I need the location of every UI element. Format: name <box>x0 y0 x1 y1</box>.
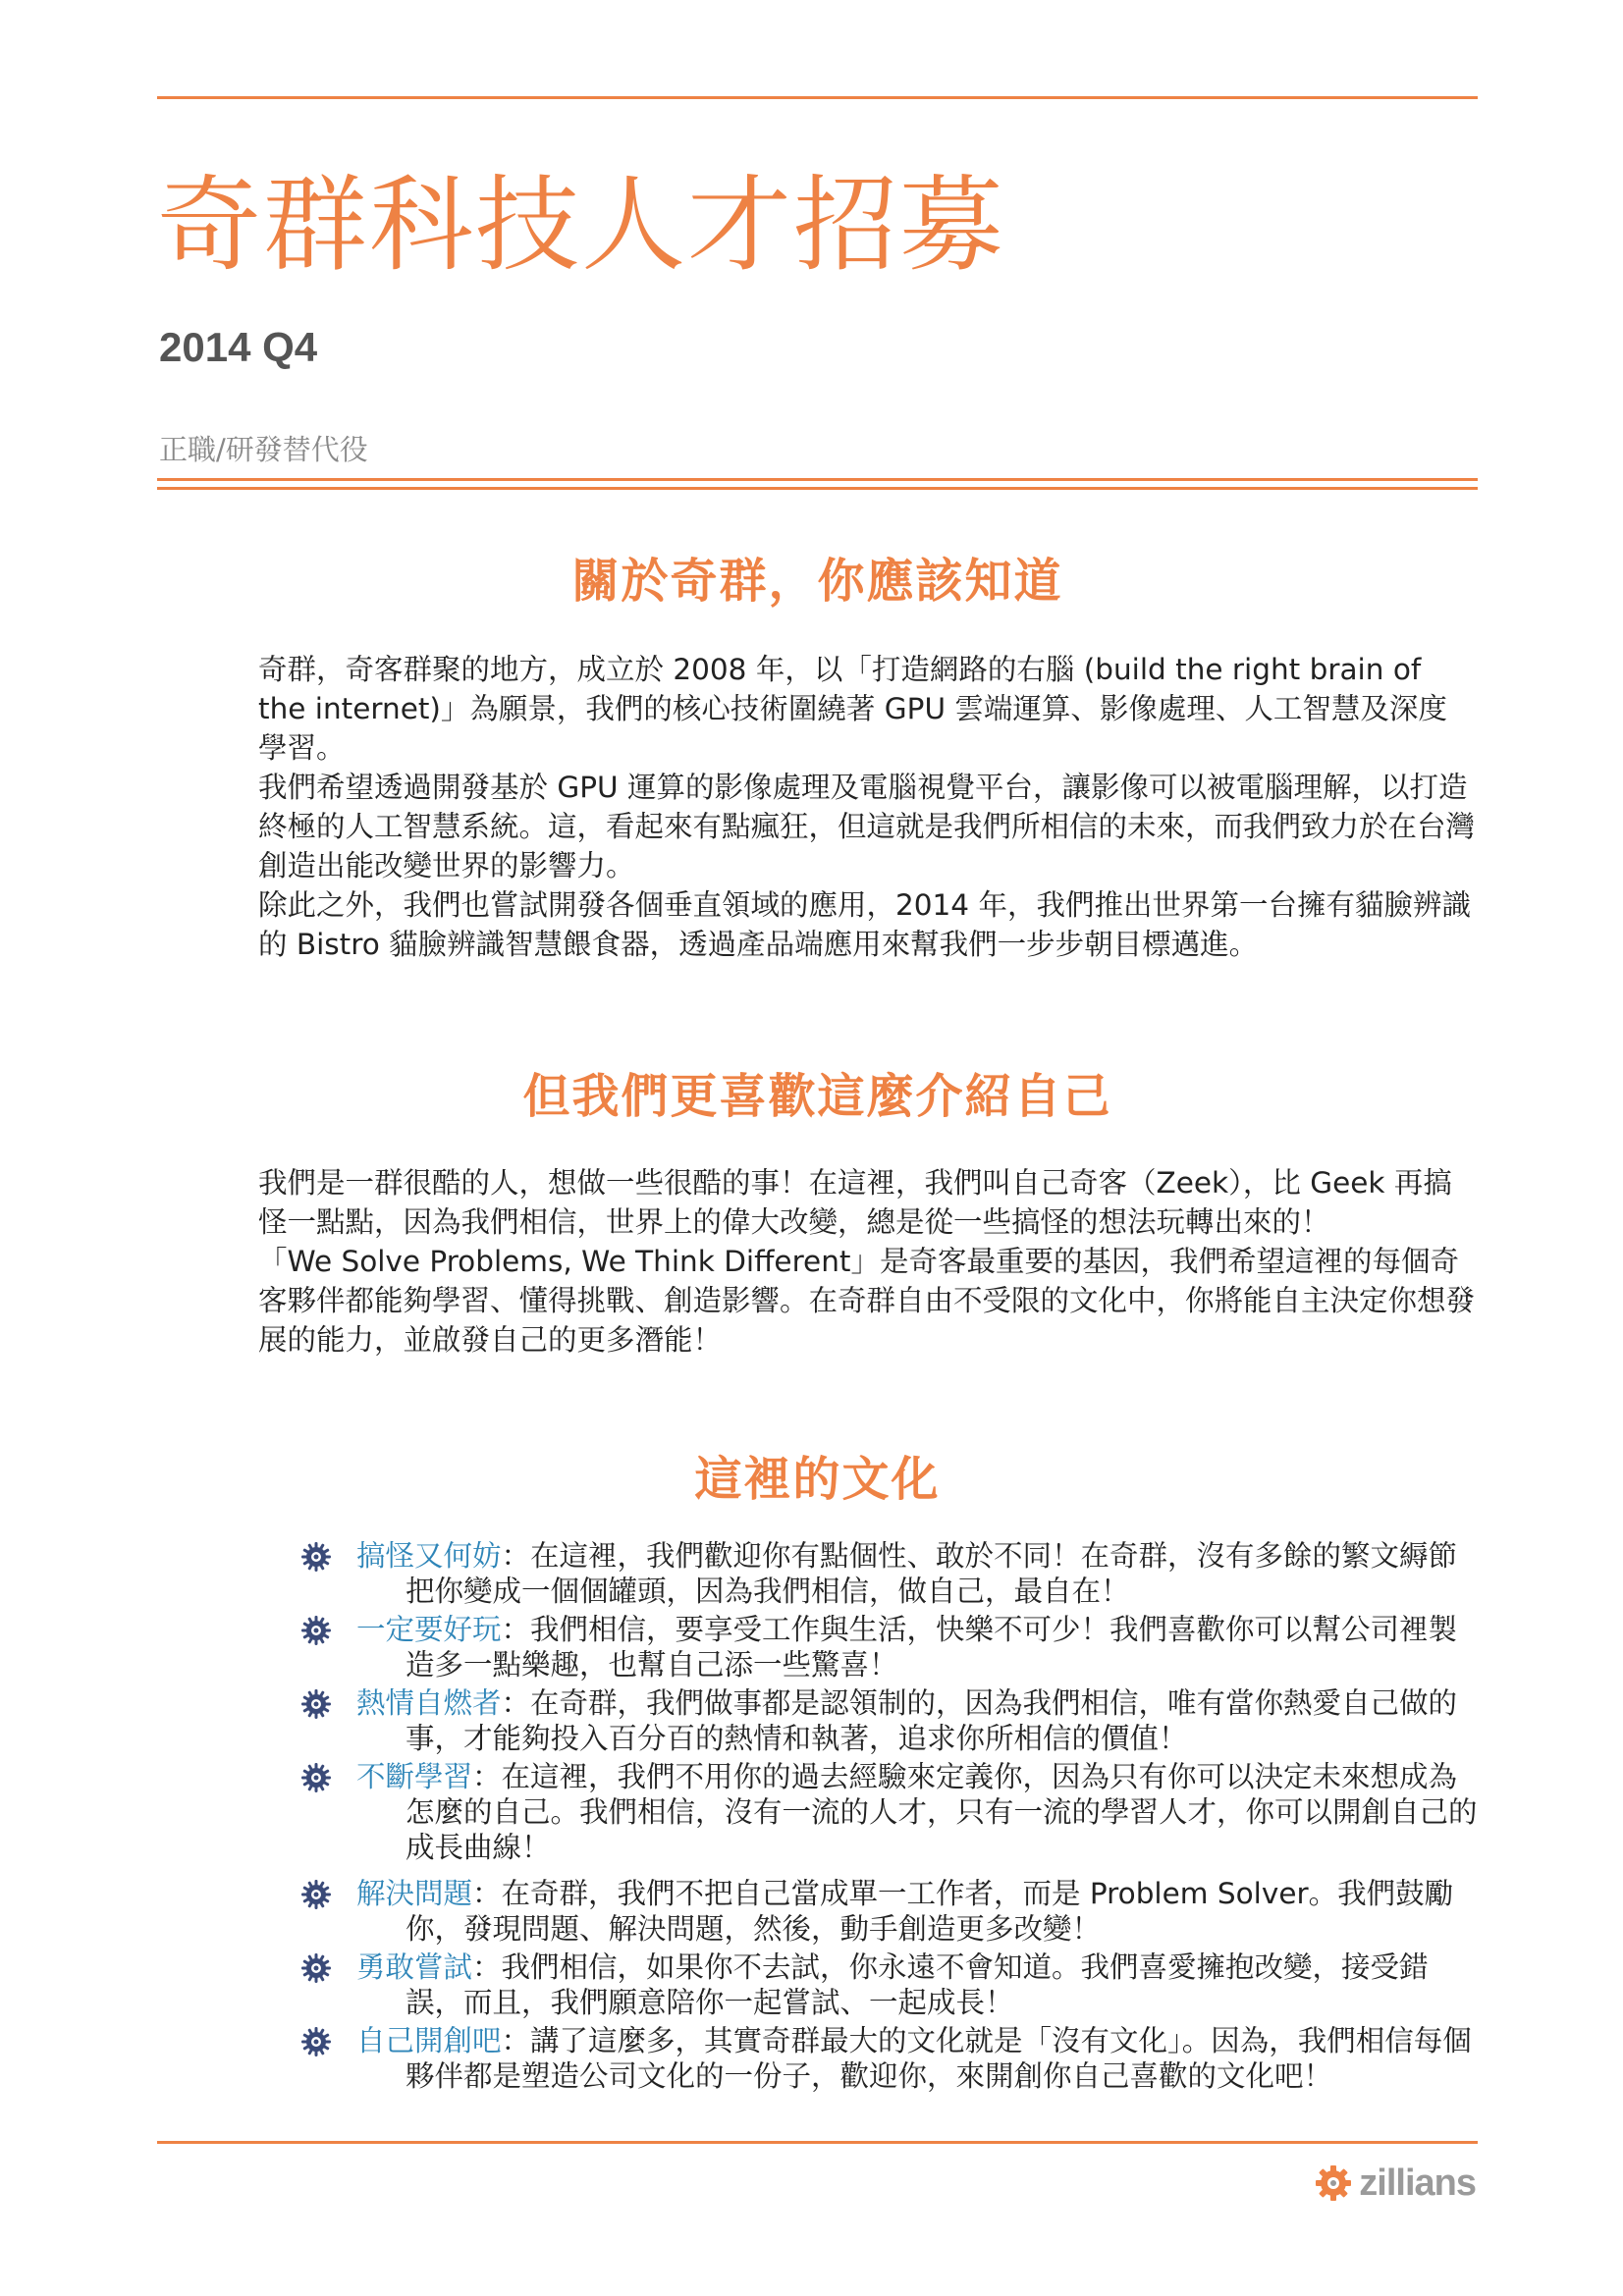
culture-term: 一定要好玩 <box>356 1613 502 1646</box>
culture-term: 自己開創吧 <box>356 2024 502 2057</box>
term-separator: ： <box>472 1950 502 1984</box>
culture-item <box>299 1612 1478 1682</box>
term-separator: ： <box>501 1539 531 1573</box>
culture-term: 解決問題 <box>356 1877 473 1910</box>
top-divider <box>157 96 1478 99</box>
logo-wordmark: zillians <box>1359 2162 1476 2204</box>
culture-desc: 在這裡，我們歡迎你有點個性、敢於不同！在奇群，沒有多餘的繁文縟節把你變成一個個罐頭，因為我們相信，做自己，最自在！ <box>406 1539 1458 1608</box>
culture-term: 搞怪又何妨 <box>356 1539 502 1573</box>
gear-bullet-icon <box>299 1878 333 1911</box>
about-paragraph: 我們希望透過開發基於 GPU 運算的影像處理及電腦視覺平台，讓影像可以被電腦理解，以打造終極的人工智慧系統。這，看起來有點瘋狂，但這就是我們所相信的未來，而我們致力於在台灣創造出能改變世界的影響力。 <box>258 771 1476 882</box>
culture-item <box>299 1538 1478 1609</box>
culture-list <box>299 1538 1478 2097</box>
gear-logo-icon <box>1312 2162 1355 2205</box>
culture-term: 熱情自燃者 <box>356 1686 502 1720</box>
about-heading: 關於奇群，你應該知道 <box>571 554 1063 609</box>
term-separator: ： <box>501 2024 531 2057</box>
culture-item <box>299 1949 1478 2020</box>
culture-desc: 在奇群，我們不把自己當成單一工作者，而是 Problem Solver。我們鼓勵你，發現問題、解決問題，然後，動手創造更多改變！ <box>406 1877 1454 1946</box>
culture-item <box>299 2023 1478 2094</box>
intro-section <box>258 1163 1476 1360</box>
term-separator: ： <box>501 1686 531 1720</box>
intro-paragraph: 「We Solve Problems, We Think Different」是奇客最重要的基因，我們希望這裡的每個奇客夥伴都能夠學習、懂得挑戰、創造影響。在奇群自由不受限的文化中，你將能自主決定你想發展的能力，並啟發自己的更多潛能！ <box>258 1245 1476 1357</box>
term-separator: ： <box>472 1760 502 1793</box>
gear-bullet-icon <box>299 1614 333 1647</box>
gear-bullet-icon <box>299 1761 333 1794</box>
intro-heading: 但我們更喜歡這麼介紹自己 <box>522 1069 1112 1124</box>
culture-desc: 講了這麼多，其實奇群最大的文化就是「沒有文化」。因為，我們相信每個夥伴都是塑造公司文化的一份子，歡迎你，來開創你自己喜歡的文化吧！ <box>406 2024 1472 2093</box>
zillians-logo <box>1312 2162 1476 2205</box>
gear-bullet-icon <box>299 2025 333 2058</box>
about-section <box>258 650 1476 964</box>
header-divider-upper <box>157 478 1478 481</box>
intro-paragraph: 我們是一群很酷的人，想做一些很酷的事！在這裡，我們叫自己奇客（Zeek），比 Geek 再搞怪一點點，因為我們相信，世界上的偉大改變，總是從一些搞怪的想法玩轉出來的！ <box>258 1166 1452 1239</box>
culture-item <box>299 1685 1478 1756</box>
culture-heading: 這裡的文化 <box>694 1452 941 1507</box>
page-title: 奇群科技人才招募 <box>157 165 1005 286</box>
position-type: 正職/研發替代役 <box>159 433 368 466</box>
gear-bullet-icon <box>299 1951 333 1985</box>
about-paragraph: 奇群，奇客群聚的地方，成立於 2008 年，以「打造網路的右腦 (build the right brain of the internet)」為願景，我們的核心技術圍繞著 GPU 雲端運算、影像處理、人工智慧及深度學習。 <box>258 653 1447 765</box>
about-paragraph: 除此之外，我們也嘗試開發各個垂直領域的應用，2014 年，我們推出世界第一台擁有貓臉辨識的 Bistro 貓臉辨識智慧餵食器，透過產品端應用來幫我們一步步朝目標邁進。 <box>258 888 1471 961</box>
gear-bullet-icon <box>299 1540 333 1574</box>
culture-desc: 我們相信，如果你不去試，你永遠不會知道。我們喜愛擁抱改變，接受錯誤，而且，我們願意陪你一起嘗試、一起成長！ <box>406 1950 1429 2019</box>
culture-term: 勇敢嘗試 <box>356 1950 473 1984</box>
culture-item <box>299 1759 1478 1865</box>
culture-item <box>299 1876 1478 1947</box>
footer-divider <box>157 2141 1478 2144</box>
culture-term: 不斷學習 <box>356 1760 473 1793</box>
header-divider-lower <box>157 487 1478 490</box>
culture-desc: 在奇群，我們做事都是認領制的，因為我們相信，唯有當你熱愛自己做的事，才能夠投入百分百的熱情和執著，追求你所相信的價值！ <box>406 1686 1458 1755</box>
gear-bullet-icon <box>299 1687 333 1721</box>
culture-desc: 我們相信，要享受工作與生活，快樂不可少！我們喜歡你可以幫公司裡製造多一點樂趣，也幫自己添一些驚喜！ <box>406 1613 1458 1682</box>
culture-desc: 在這裡，我們不用你的過去經驗來定義你，因為只有你可以決定未來想成為怎麼的自己。我們相信，沒有一流的人才，只有一流的學習人才，你可以開創自己的成長曲線！ <box>406 1760 1478 1864</box>
term-separator: ： <box>472 1877 502 1910</box>
term-separator: ： <box>501 1613 531 1646</box>
page-subtitle: 2014 Q4 <box>159 324 318 370</box>
